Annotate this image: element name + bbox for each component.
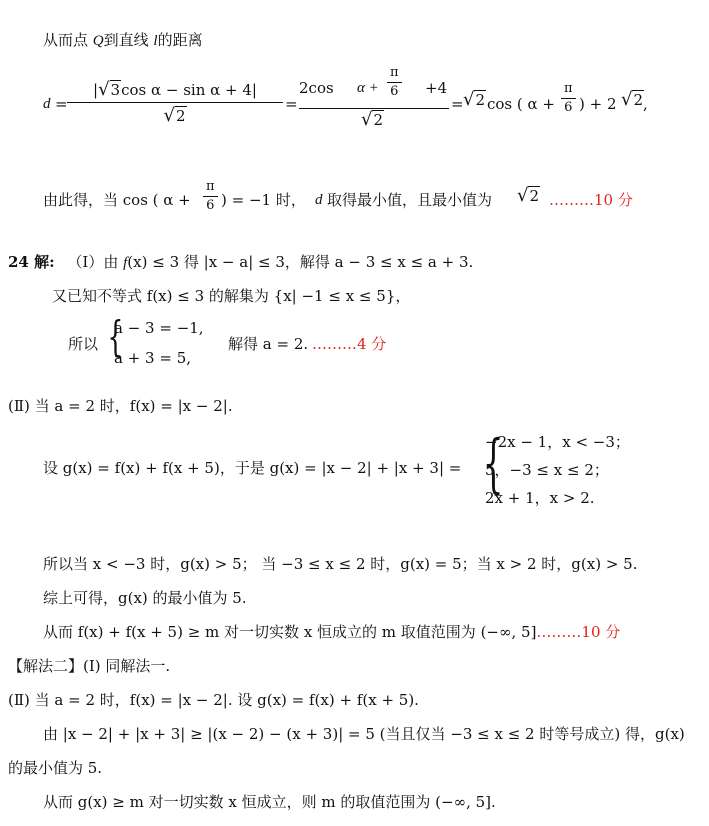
line-distance-intro: 从而点 Q到直线 l的距离 — [43, 31, 203, 49]
fraction-2: 2cos α + $\frac{\pi}{6}$ +4 √2 — [299, 65, 448, 130]
method-two-part2: (Ⅱ) 当 a = 2 时，f(x) = |x − 2|. 设 g(x) = f(x) + f(x + 5). — [8, 691, 419, 709]
fraction-1: |√3cos α − sin α + 4| √2 — [67, 78, 283, 129]
cases-summary: 所以当 x < −3 时，g(x) > 5； 当 −3 ≤ x ≤ 2 时，g(x) = 5；当 x > 2 时，g(x) > 5. — [43, 555, 638, 573]
triangle-inequality: 由 |x − 2| + |x + 3| ≥ |(x − 2) − (x + 3)| = 5 (当且仅当 −3 ≤ x ≤ 2 时等号成立) 得，g(x) — [43, 725, 685, 743]
method-two-heading: 【解法二】(Ⅰ) 同解法一. — [8, 657, 171, 675]
min-value-cont: 的最小值为 5. — [8, 759, 103, 777]
part2-intro: (Ⅱ) 当 a = 2 时，f(x) = |x − 2|. — [8, 397, 233, 415]
min-value-5: 综上可得，g(x) 的最小值为 5. — [43, 589, 247, 607]
range-m: 从而 f(x) + f(x + 5) ≥ m 对一切实数 x 恒成立的 m 取值范围为 (−∞, 5]………10 分 — [43, 623, 621, 641]
known-solution-set: 又已知不等式 f(x) ≤ 3 的解集为 {x| −1 ≤ x ≤ 5}， — [52, 287, 411, 305]
solution-24-part1: 24 解: （Ⅰ）由 f(x) ≤ 3 得 |x − a| ≤ 3，解得 a − 3 ≤ x ≤ a + 3. — [8, 253, 474, 271]
final-range: 从而 g(x) ≥ m 对一切实数 x 恒成立，则 m 的取值范围为 (−∞, 5]. — [43, 793, 496, 811]
